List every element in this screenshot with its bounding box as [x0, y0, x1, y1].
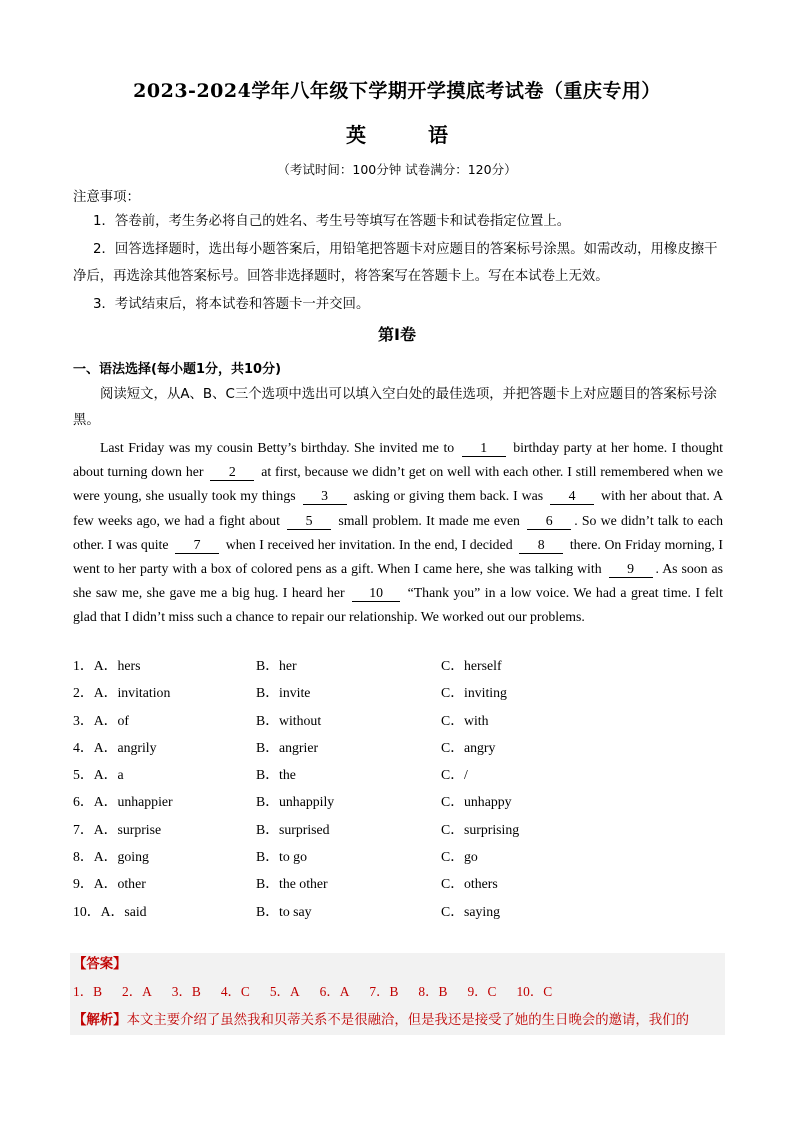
blank-3: 3 [303, 488, 347, 505]
option-b: B．her [256, 658, 297, 673]
option-a: 9．A．other [73, 876, 146, 892]
passage-text: small problem. It made me even [334, 512, 525, 528]
passage-text: “Thank you” in a low voice. We had a great time. I felt glad that I didn’t miss such a chance to repair our relationship. We worked out our problems. [73, 585, 723, 625]
cloze-passage [73, 436, 723, 630]
option-b: B．the other [256, 876, 328, 892]
exam-info: （考试时间：100分钟 试卷满分：120分） [277, 162, 517, 177]
answer-item: 2．A [122, 984, 152, 999]
option-c: C．herself [441, 658, 502, 673]
option-row [73, 654, 723, 681]
blank-1: 1 [462, 440, 506, 457]
answer-item: 6．A [319, 984, 350, 999]
option-row [73, 763, 723, 790]
blank-6: 6 [527, 513, 571, 530]
answer-item: 10．C [516, 984, 553, 999]
volume-heading: 第I卷 [378, 325, 416, 344]
answer-item: 7．B [369, 984, 399, 999]
option-b: B．unhappily [256, 794, 335, 810]
passage-text: asking or giving them back. I was [349, 488, 548, 504]
blank-8: 8 [519, 537, 563, 554]
option-b: B．invite [256, 685, 311, 701]
analysis-tag: 【解析】 [73, 1013, 127, 1028]
answer-item: 8．B [418, 984, 448, 999]
option-row [73, 709, 723, 736]
option-b: B．to say [256, 903, 312, 919]
option-c: C．angry [441, 739, 496, 755]
answer-list [73, 981, 572, 1000]
option-c: C．/ [441, 767, 468, 783]
option-a: 1．A．hers [73, 658, 141, 673]
blank-9: 9 [609, 561, 653, 578]
subject-char-1: 英 [346, 123, 366, 147]
option-a: 6．A．unhappier [73, 794, 173, 810]
blank-7: 7 [175, 537, 219, 554]
exam-title: 2023-2024学年八年级下学期开学摸底考试卷（重庆专用） [133, 80, 661, 102]
passage-text: Last Friday was my cousin Betty’s birthday. She invited me to [100, 440, 459, 455]
option-a: 4．A．angrily [73, 739, 157, 755]
option-c: C．with [441, 712, 489, 728]
option-row [73, 681, 723, 708]
passage-text: . So we didn’t talk to each other. I was quite [73, 512, 724, 552]
blank-2: 2 [210, 464, 254, 481]
option-a: 5．A．a [73, 767, 124, 783]
answer-item: 9．C [467, 984, 497, 999]
option-b: B．the [256, 767, 296, 783]
option-a: 2．A．invitation [73, 685, 171, 701]
option-c: C．unhappy [441, 794, 512, 810]
passage-text: when I received her invitation. In the end, I decided [222, 536, 517, 552]
passage-text: with her about that. A few weeks ago, we had a fight about [73, 488, 723, 528]
passage-text: at first, because we didn’t get on well with each other. I still remembered when we were young, she usually took my things [73, 464, 723, 504]
option-c: C．go [441, 849, 478, 865]
option-a: 3．A．of [73, 712, 129, 728]
blank-5: 5 [287, 513, 331, 530]
option-b: B．surprised [256, 821, 330, 837]
blank-4: 4 [550, 488, 594, 505]
option-a: 7．A．surprise [73, 821, 162, 837]
passage-text: there. On Friday morning, I went to her party with a box of colored pens as a gift. When I came here, she was talking with [73, 536, 723, 577]
option-row [73, 790, 723, 817]
option-row [73, 872, 723, 899]
subject-heading [0, 119, 794, 148]
note-item-1: 1．答卷前，考生务必将自己的姓名、考生号等填写在答题卡和试卷指定位置上。 [93, 214, 571, 229]
answer-item: 1．B [73, 984, 103, 999]
option-b: B．without [256, 712, 322, 728]
option-a: 10．A．said [73, 903, 147, 919]
section-instruction: 阅读短文，从A、B、C三个选项中选出可以填入空白处的最佳选项，并把答题卡上对应题目的答案标号涂黑。 [73, 387, 717, 428]
passage-text: birthday party at her home. I thought about turning down her [73, 440, 723, 480]
option-b: B．to go [256, 849, 307, 865]
option-c: C．saying [441, 903, 501, 919]
option-a: 8．A．going [73, 849, 149, 865]
notes-title: 注意事项： [73, 190, 140, 205]
answer-item: 3．B [171, 984, 201, 999]
blank-10: 10 [352, 585, 400, 602]
answer-box [70, 953, 725, 1035]
answer-tag: 【答案】 [73, 957, 127, 972]
section-heading: 一、语法选择(每小题1分，共10分) [73, 362, 282, 377]
option-row [73, 845, 723, 872]
analysis-text: 本文主要介绍了虽然我和贝蒂关系不是很融洽，但是我还是接受了她的生日晚会的邀请，我们的 [126, 1013, 689, 1028]
answer-item: 4．C [220, 984, 250, 999]
option-row [73, 900, 723, 927]
option-c: C．inviting [441, 685, 507, 701]
option-c: C．others [441, 876, 498, 892]
subject-char-2: 语 [428, 123, 448, 147]
option-c: C．surprising [441, 821, 520, 837]
note-item-3: 3．考试结束后，将本试卷和答题卡一并交回。 [93, 297, 370, 312]
option-b: B．angrier [256, 739, 319, 755]
note-item-2: 2．回答选择题时，选出每小题答案后，用铅笔把答题卡对应题目的答案标号涂黑。如需改动，用橡皮擦干净后，再选涂其他答案标号。回答非选择题时，将答案写在答题卡上。写在本试卷上无效。 [73, 242, 718, 284]
option-row [73, 736, 723, 763]
options-list [73, 654, 723, 927]
answer-item: 5．A [269, 984, 300, 999]
passage-text: . As soon as she saw me, she gave me a big hug. I heard her [73, 561, 723, 601]
option-row [73, 818, 723, 845]
